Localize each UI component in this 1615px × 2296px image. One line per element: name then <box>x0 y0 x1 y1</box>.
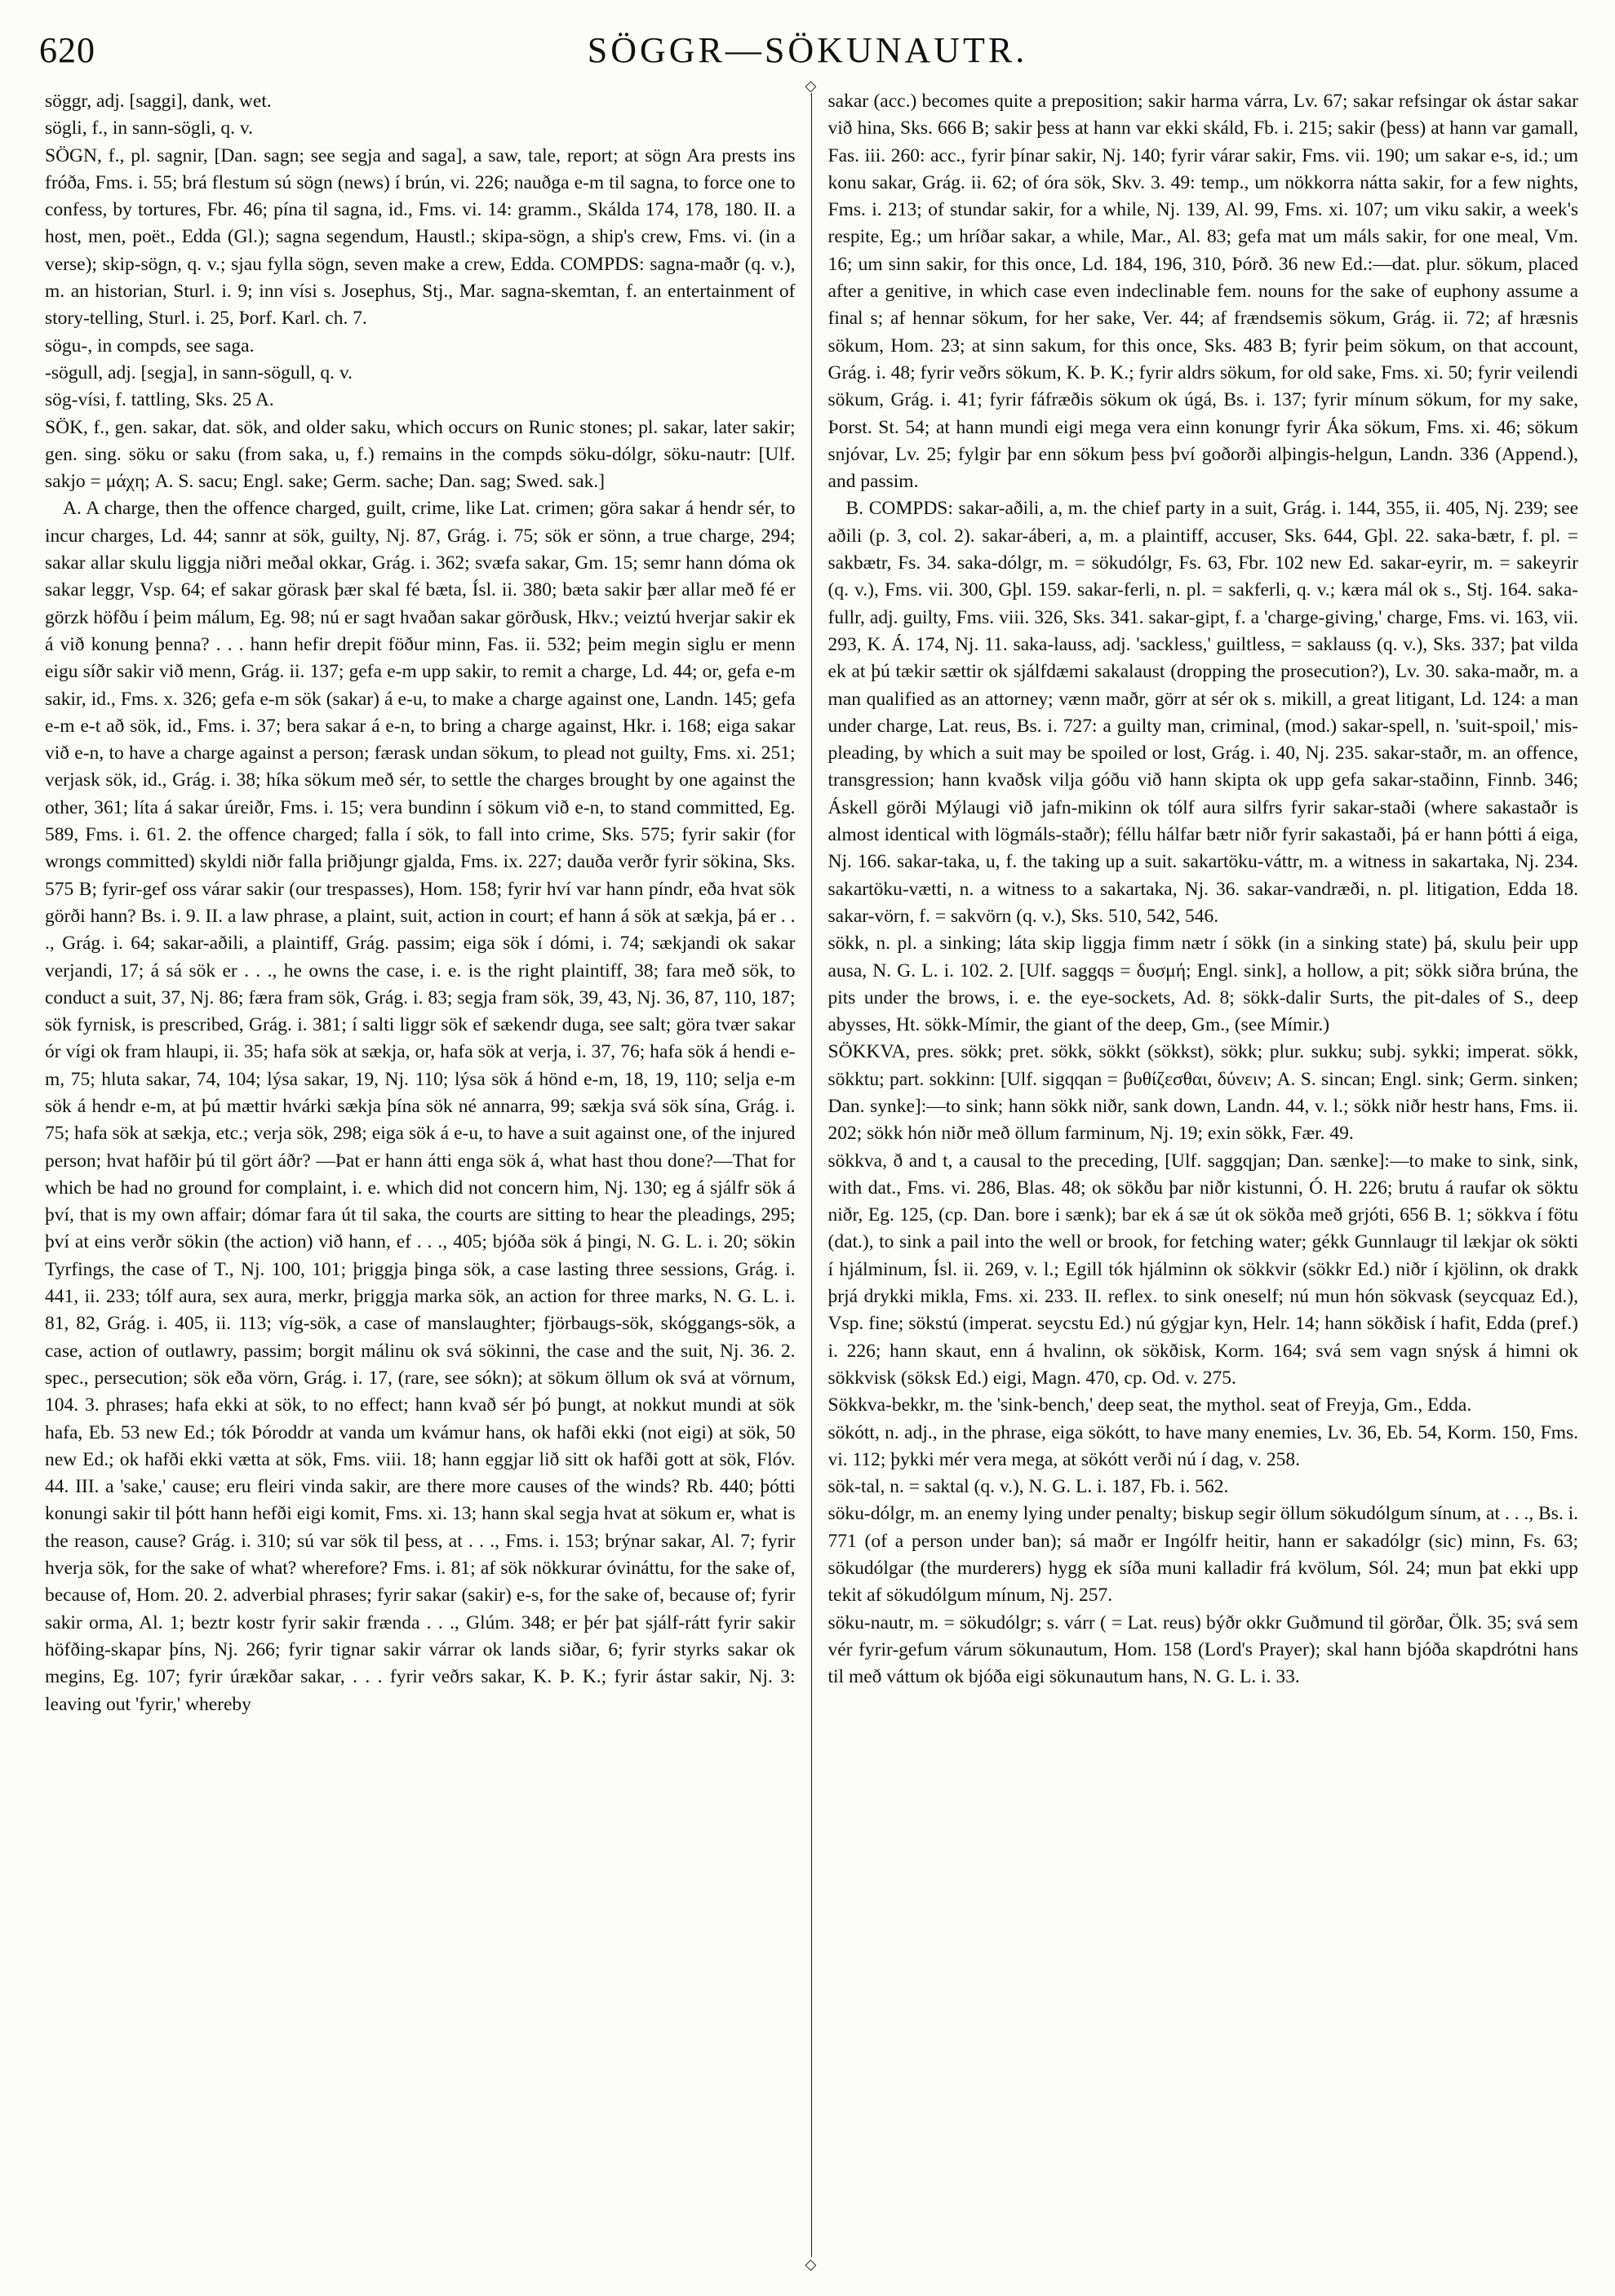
entry-sokkva-weak: sökkva, ð and t, a causal to the preceding, [Ulf. saggqjan; Dan. sænke]:—to make to sink, sink, with dat., Fms. vi. 286, Blas. 48; ok sökðu þar niðr kistunni, Ó. H. 226; brutu á raufar ok söktu niðr, Eg. 125, (cp. Dan. bore i sænk); bar ek á sæ út ok sökða með grjóti, 656 B. 1; sökkva í fötu (dat.), to sink a pail into the well or brook, for fetching water; gékk Gunnlaugr til lækjar ok sökti í hjálminum, Ísl. ii. 269, v. l.; Egill tók hjálminn ok sökkvir (sökkr Ed.) niðr í kjölinn, ok drakk þrjá drykki mikla, Fms. xi. 233. II. reflex. to sink oneself; nú mun hón sökvask (seycquaz Ed.), Vsp. fine; sökstú (imperat. seycstu Ed.) nú gýgjar kyn, Helr. 14; hann sökðisk í hafit, Edda (pref.) i. 226; hann skaut, enn á hvalinn, ok sökðisk, Korm. 164; svá sem vagn snýsk á himni ok sökkvisk (söksk Ed.) eigi, Magn. 470, cp. Od. v. 275. <box>827 1150 1579 1389</box>
entry-sokkva-strong: SÖKKVA, pres. sökk; pret. sökk, sökkt (sökkst), sökk; plur. sukku; subj. sykki; imperat. sökk, sökktu; part. sokkinn: [Ulf. sigqqan = βυθίζεσθαι, δύνειν; A. S. sincan; Engl. sink; Germ. sinken; Dan. synke]:—to sink; hann sökk niðr, sank down, Landn. 44, v. l.; sökk niðr hestr hans, Fms. ii. 202; sökk hón niðr með öllum farminum, Nj. 19; exin sökk, Fær. 49. <box>827 1041 1579 1145</box>
entry-soggr: söggr, adj. [saggi], dank, wet. <box>45 91 272 112</box>
entry-sokott: sökótt, n. adj., in the phrase, eiga sökótt, to have many enemies, Lv. 36, Eb. 54, Korm. 150, Fms. vi. 112; þykki mér vera mega, at sökótt verði nú í dag, v. 258. <box>827 1421 1579 1470</box>
entry-soku-dolgr: söku-dólgr, m. an enemy lying under penalty; biskup segir öllum sökudólgum sínum, at . . ., Bs. i. 771 (of a person under ban); sá maðr er Ingólfr heitir, hann er sakadólgr (sic) minn, Fs. 63; sökudólgar (the murderers) hygg ek síða muni kalladir frá kvölum, Sól. 24; mun þat ekki upp tekit af sökudólgum mínum, Nj. 257. <box>827 1503 1579 1607</box>
column-rule-line <box>811 88 812 2263</box>
entry-sogn: SÖGN, f., pl. sagnir, [Dan. sagn; see segja and saga], a saw, tale, report; at sögn Ara prests ins fróða, Fms. i. 55; brá flestum sú sögn (news) í brún, vi. 226; nauðga e-m til sagna, to force one to confess, by tortures, Fbr. 46; pína til sagna, id., Fms. vi. 14: gramm., Skálda 174, 178, 180. II. a host, men, poët., Edda (Gl.); sagna segendum, Haustl.; skipa-sögn, a ship's crew, Fms. vi. (in a verse); skip-sögn, q. v.; sjau fylla sögn, seven make a crew, Edda. COMPDS: sagna-maðr (q. v.), m. an historian, Sturl. i. 9; inn vísi s. Josephus, Stj., Mar. sagna-skemtan, f. an entertainment of story-telling, Sturl. i. 25, Þorf. Karl. ch. 7. <box>45 144 796 330</box>
entry-sokk: sökk, n. pl. a sinking; láta skip liggja fimm nætr í sökk (in a sinking state) þá, skulu þeir upp ausa, N. G. L. i. 102. 2. [Ulf. saggqs = δυσμή; Engl. sink], a hollow, a pit; sökk siðra brúna, the pits under the brows, i. e. the eye-sockets, Ad. 8; sökk-dalir Surts, the pit-dales of S., deep abysses, Ht. sökk-Mímir, the giant of the deep, Gm., (see Mímir.) <box>827 933 1579 1036</box>
entry-sok-continued: sakar (acc.) becomes quite a preposition; sakir harma várra, Lv. 67; sakar refsingar ok ástar sakar við hina, Sks. 666 B; sakir þess at hann var ekki skáld, Fb. i. 215; sakir (þess) at hann var gamall, Fas. iii. 260: acc., fyrir þínar sakir, Nj. 140; fyrir várar sakir, Fms. vii. 190; um sakar e-s, id.; um konu sakar, Grág. ii. 62; of óra sök, Skv. 3. 49: temp., um nökkorra nátta sakir, for a few nights, Fms. i. 213; of stundar sakir, for a while, Nj. 139, Al. 99, Fms. xi. 107; um viku sakir, a week's respite, Eg.; um hríðar sakar, a while, Mar., Al. 83; gefa mat um máls sakir, for one meal, Vm. 16; um sinn sakir, for this once, Ld. 184, 196, 310, Þórð. 36 new Ed.:—dat. plur. sökum, placed after a genitive, in which case even indeclinable fem. nouns for the sake of euphony assume a final s; af hennar sökum, for her sake, Ver. 44; af frændsemis sökum, Grág. ii. 72; af hræsnis sökum, Hom. 23; at sinn sakum, for this once, Sks. 483 B; fyrir þeim sökum, on that account, Grág. i. 48; fyrir veðrs sökum, K. Þ. K.; fyrir aldrs sökum, for old sake, Fms. xi. 50; fyrir veilendi sökum, Grág. i. 41; fyrir fáfræðis sökum ok úgá, Bs. i. 137; fyrir mínum sökum, for my sake, Þorst. St. 54; at hann mundi eigi mega vera einn konungr fyrir Áka sökum, Fms. xi. 46; sökum snjóvar, Lv. 25; fylgir þar enn sökum þess því goðorði alþingis-helgun, Landn. 336 (Append.), and passim. <box>827 91 1579 493</box>
entry-sogli: sögli, f., in sann-sögli, q. v. <box>45 117 254 140</box>
entry-soku-nautr: söku-nautr, m. = sökudólgr; s. várr ( = Lat. reus) býðr okkr Guðmund til görðar, Ölk. 35; svá sem vér fyrir-gefum várum sökunautum, Hom. 158 (Lord's Prayer); skal hann bjóða skapdrótni hans til með váttum ok bjóða eigi sökunautum hans, N. G. L. i. 33. <box>827 1611 1579 1688</box>
left-column <box>45 88 796 2263</box>
entry-sok-section-a: A. A charge, then the offence charged, guilt, crime, like Lat. crimen; göra sakar á hendr sér, to incur charges, Ld. 44; sannr at sök, guilty, Nj. 87, Grág. i. 75; sök er sönn, a true charge, 294; sakar allar skulu liggja niðri meðal okkar, Grág. i. 362; svæfa sakar, Gm. 15; semr hann dóma ok sakar leggr, Vsp. 64; ef sakar görask þær skal fé bæta, Ísl. ii. 380; bæta sakir þær allar með fé er görzk höfðu í þeim málum, Eg. 98; nú er sagt hvaðan sakar görðusk, Hkv.; veiztú hverjar sakir ek á við konung þenna? . . . hann hefir drepit föður minn, Fas. ii. 532; þeim megin siglu er menn eigu síðr sakir við menn, Grág. ii. 137; gefa e-m upp sakir, to remit a charge, Ld. 44; or, gefa e-m sakir, id., Fms. x. 326; gefa e-m sök (sakar) á e-u, to make a charge against one, Landn. 145; gefa e-m e-t að sök, id., Fms. i. 37; bera sakar á e-n, to bring a charge against, Hkr. i. 168; eiga sakar við e-n, to have a charge against a person; færask undan sökum, to plead not guilty, Fms. xi. 251; verjask sök, id., Grág. i. 38; híka sökum með sér, to settle the charges brought by one against the other, 361; líta á sakar úreiðr, Fms. i. 15; vera bundinn í sökum við e-n, to stand committed, Eg. 589, Fms. i. 61. 2. the offence charged; falla í sök, to fall into crime, Sks. 575; fyrir sakir (for wrongs committed) skyldi niðr falla þriðjungr gjalda, Fms. ix. 227; dauða verðr fyrir sökina, Sks. 575 B; fyrir-gef oss várar sakir (our trespasses), Hom. 158; fyrir hví var hann píndr, eða hvat sök görði hann? Bs. i. 9. II. a law phrase, a plaint, suit, action in court; ef hann á sök at sækja, þá er . . ., Grág. i. 64; sakar-aðili, a plaintiff, Grág. passim; eiga sök í dómi, i. 74; sækjandi ok sakar verjandi, 17; á sá sök er . . ., he owns the case, i. e. is the right plaintiff, 38; fara með sök, to conduct a suit, 37, Nj. 86; færa fram sök, Grág. i. 83; segja fram sök, 39, 43, Nj. 36, 87, 110, 187; sök fyrnisk, is prescribed, Grág. i. 381; í salti liggr sök ef sækendr duga, see salt; göra tvær sakar ór vígi ok fram hlaupi, ii. 35; hafa sök at sækja, or, hafa sök at verja, i. 37, 76; hafa sök á hendi e-m, 75; hluta sakar, 74, 104; lýsa sakar, 19, Nj. 110; lýsa sök á hönd e-m, 18, 19, 110; selja e-m sök á hendr e-m, at þú mættir hvárki sækja þína sök né annarra, 99; sækja svá sök sína, Grág. i. 75; hafa sök at sækja, etc.; verja sök, 298; eiga sök á e-u, to have a suit against one, of the injured person; hvat hafðir þú til gört áðr? —Þat er hann átti enga sök á, what hast thou done?—That for which be had no ground for complaint, i. e. which did not concern him, Nj. 130; eg á sjálfr sök á því, that is my own affair; dómar fara út til saka, the courts are sitting to hear the pleadings, 295; því at eins verðr sökin (the action) við hann, ef . . ., 405; bjóða sök á þingi, N. G. L. i. 20; sökin Tyrfings, the case of T., Nj. 100, 101; þriggja þinga sök, a case lasting three sessions, Grág. i. 441, ii. 233; tólf aura, sex aura, merkr, þriggja marka sök, an action for three marks, N. G. L. i. 81, 82, Grág. i. 405, ii. 113; víg-sök, a case of manslaughter; fjörbaugs-sök, skóggangs-sök, a case, action of outlawry, passim; borgit málinu ok svá sökinni, the case and the suit, Nj. 36. 2. spec., persecution; sök eða vörn, Grág. i. 17, (rare, see sókn); at sökum öllum ok svá at vörnum, 104. 3. phrases; hafa ekki at sök, to no effect; hann kvað sér þó þungt, at nokkut mundi at sök hafa, Eb. 53 new Ed.; tók Þóroddr at vanda um kvámur hans, ok hafði ekki (not eigi) at sök, 50 new Ed.; ok hafði ekki vætta at sök, Fms. viii. 18; hann eggjar lið sitt ok hafði gott at sök, Flóv. 44. III. a 'sake,' cause; eru fleiri vinda sakir, are there more causes of the winds? Rb. 440; þótti konungi sakir til þótt hann hefði eigi komit, Fms. xi. 13; hann skal segja hvat at sökum er, what is the reason, cause? Grág. i. 310; sú var sök til þess, at . . ., Fms. i. 153; brýnar sakar, Al. 7; fyrir hverja sök, for the sake of what? wherefore? Fms. i. 81; af sök nökkurar óvináttu, for the sake of, because of, Hom. 20. 2. adverbial phrases; fyrir sakar (sakir) e-s, for the sake of, because of; fyrir sakir orma, Al. 1; beztr kostr fyrir sakir frænda . . ., Glúm. 348; er þér þat sjálf-rátt fyrir sakir höfðing-skapar þíns, Nj. 266; fyrir tignar sakir várrar ok lands siðar, 6; fyrir styrks sakar ok megins, Eg. 107; fyrir úrækðar sakar, . . . fyrir veðrs sakar, K. Þ. K.; fyrir ástar sakir, Nj. 3: leaving out 'fyrir,' whereby <box>45 498 796 1715</box>
entry-sok-compounds: B. COMPDS: sakar-aðili, a, m. the chief party in a suit, Grág. i. 144, 355, ii. 405, Nj. 239; see aðili (p. 3, col. 2). sakar-áberi, a, m. a plaintiff, accuser, Sks. 644, Gþl. 22. saka-bætr, f. pl. = sakbætr, Fs. 34. saka-dólgr, m. = sökudólgr, Fs. 63, Fbr. 102 new Ed. sakar-eyrir, m. = sakeyrir (q. v.), Fms. vii. 300, Gþl. 159. sakar-ferli, n. pl. = sakferli, q. v.; kæra mál ok s., Stj. 164. saka-fullr, adj. guilty, Fms. viii. 326, Sks. 341. sakar-gipt, f. a 'charge-giving,' charge, Fms. vi. 163, vii. 293, K. Á. 174, Nj. 11. saka-lauss, adj. 'sackless,' guiltless, = saklauss (q. v.), Sks. 337; þat vilda ek at þú tækir sættir ok sjálfdæmi sakalaust (dropping the prosecution?), Lv. 30. saka-maðr, m. a man qualified as an attorney; vænn maðr, görr at sér ok s. mikill, a great litigant, Ld. 124: a man under charge, Lat. reus, Bs. i. 727: a guilty man, criminal, (mod.) sakar-spell, n. 'suit-spoil,' mis-pleading, by which a suit may be spoiled or lost, Grág. i. 40, Nj. 235. sakar-staðr, m. an offence, transgression; hann kvaðsk vilja góðu við hann skipta ok upp gefa sakar-staðinn, Finnb. 346; Áskell görði Mýlaugi við jafn-mikinn ok tólf aura silfrs fyrir sakar-staði (where sakastaðr is almost identical with lögmáls-staðr); féllu hálfar bætr niðr fyrir sakastaði, þá er hann þótti á eiga, Nj. 166. sakar-taka, u, f. the taking up a suit. sakartöku-váttr, m. a witness in sakartaka, Nj. 234. sakartöku-vætti, n. a witness to a sakartaka, Nj. 36. sakar-vandræði, n. pl. litigation, Edda 18. sakar-vörn, f. = sakvörn (q. v.), Sks. 510, 542, 546. <box>827 498 1579 927</box>
running-head: SÖGGR—SÖKUNAUTR. <box>587 30 1028 70</box>
entry-sogu: sögu-, in compds, see saga. <box>45 335 255 357</box>
entry-sogull: -sögull, adj. [segja], in sann-sögull, q. v. <box>45 361 353 383</box>
right-column <box>828 88 1579 2263</box>
rule-ornament-bottom-icon: ◇ <box>805 2256 817 2272</box>
entry-sok: SÖK, f., gen. sakar, dat. sök, and older saku, which occurs on Runic stones; pl. sakar, later sakir; gen. sing. söku or saku (from saka, u, f.) remains in the compds söku-dólgr, söku-nautr: [Ulf. sakjo = μάχη; A. S. sacu; Engl. sake; Germ. sache; Dan. sag; Swed. sak.] <box>45 416 796 493</box>
page-number: 620 <box>39 30 95 70</box>
entry-sog-visi: sög-vísi, f. tattling, Sks. 25 A. <box>45 389 274 411</box>
entry-sok-tal: sök-tal, n. = saktal (q. v.), N. G. L. i. 187, Fb. i. 562. <box>827 1476 1229 1498</box>
column-divider <box>796 78 828 2272</box>
page-header <box>33 24 1582 73</box>
rule-ornament-top-icon: ◇ <box>805 78 817 94</box>
text-columns <box>45 78 1579 2272</box>
entry-sokkva-bekkr: Sökkva-bekkr, m. the 'sink-bench,' deep seat, the mythol. seat of Freyja, Gm., Edda. <box>827 1394 1472 1416</box>
